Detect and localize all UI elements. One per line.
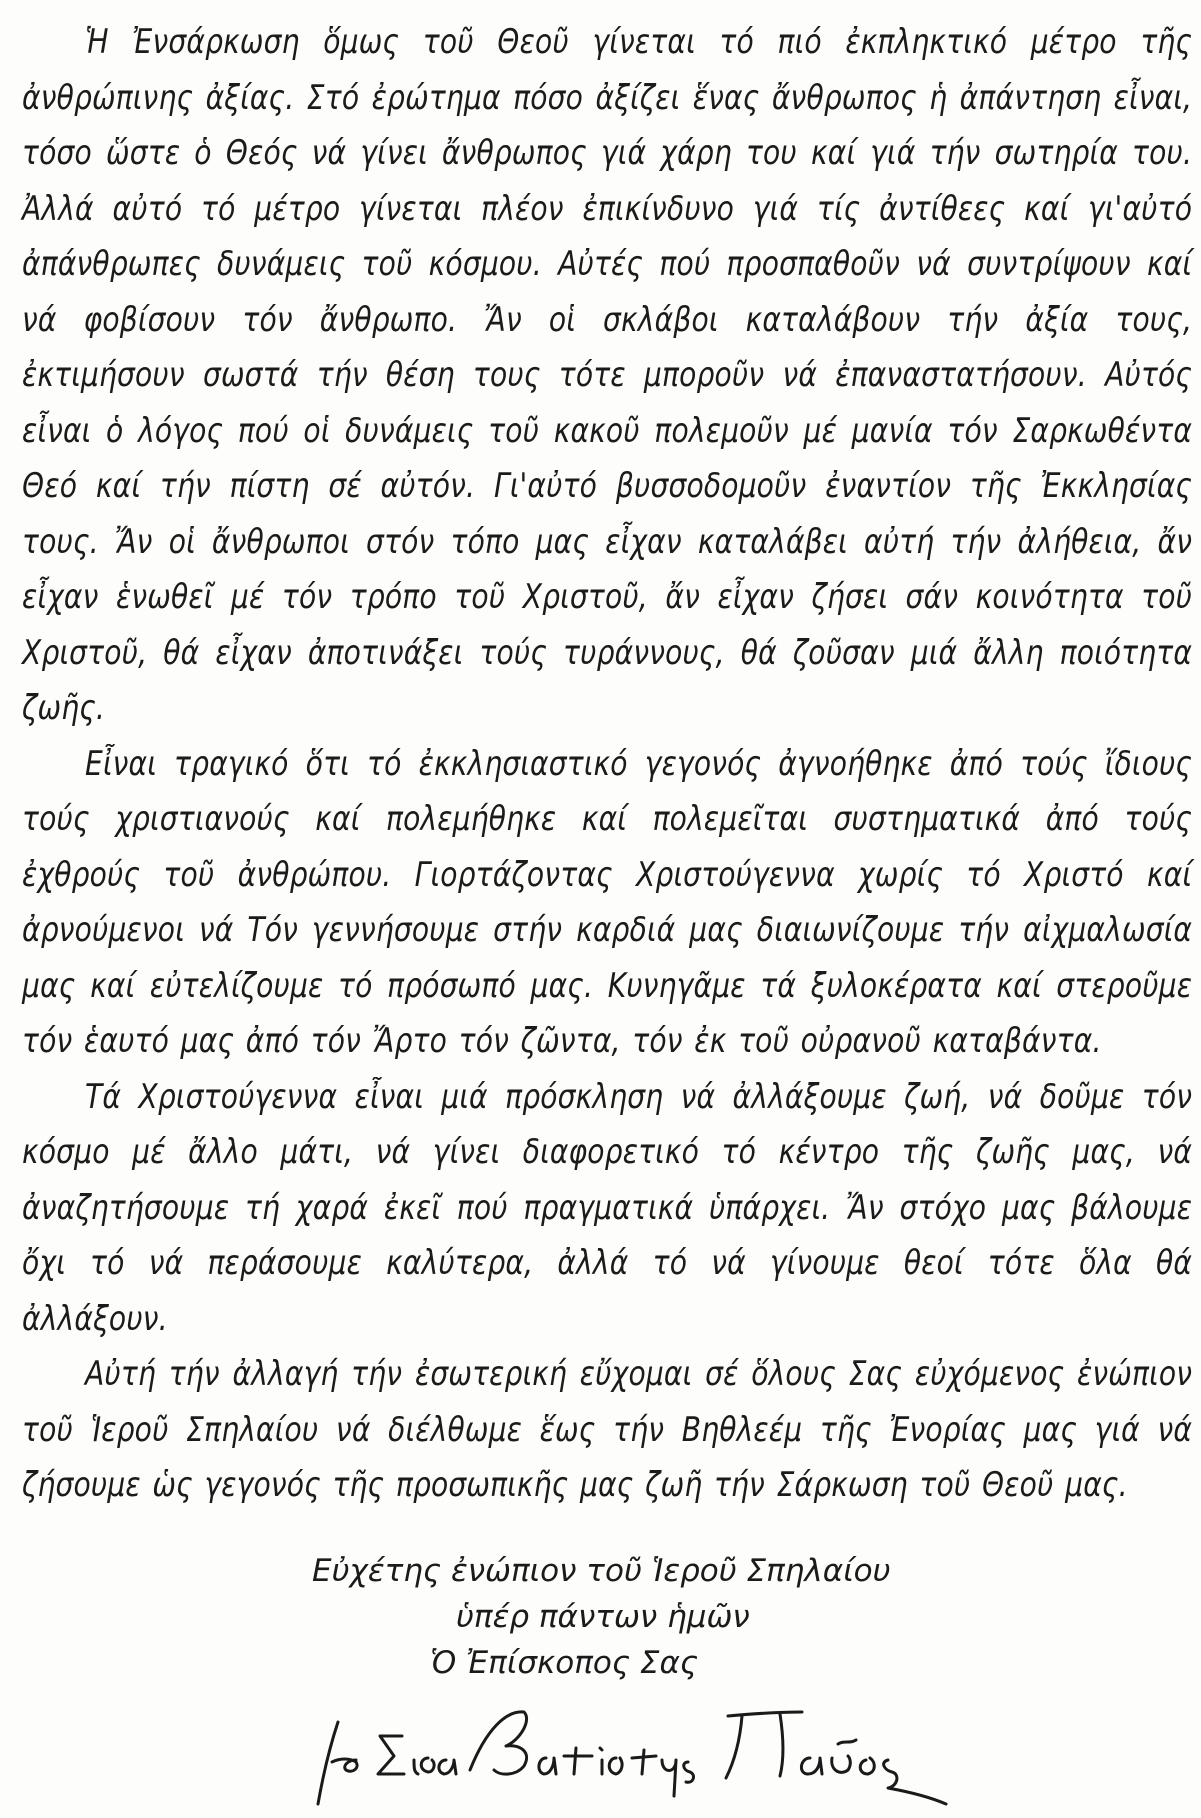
paragraph-3: Τά Χριστούγεννα εἶναι μιά πρόσκληση νά ἀλλάξουμε ζωή, νά δοῦμε τόν κόσμο μέ ἄλλο μάτι, νά γίνει διαφορετικό τό κέντρο τῆς ζωῆς μας, νά ἀναζητήσουμε τή χαρά ἐκεῖ πού πραγματικά ὑπάρχει. Ἄν στόχο μας βάλουμε ὄχι τό νά περάσουμε καλύτερα, ἀλλά τό νά γίνουμε θεοί τότε ὅλα θά ἀλλάξουν.	[22, 1076, 1193, 1338]
closing-line-3: Ὁ Ἐπίσκοπος Σας	[430, 1645, 699, 1681]
letter-body	[22, 14, 1192, 1513]
handwritten-signature	[310, 1700, 950, 1810]
closing-line-2: ὑπέρ πάντων ἡμῶν	[456, 1599, 750, 1635]
closing-line-1: Εὐχέτης ἐνώπιον τοῦ Ἱεροῦ Σπηλαίου	[312, 1553, 891, 1589]
signature-drawing	[310, 1700, 950, 1810]
paragraph-2: Εἶναι τραγικό ὅτι τό ἐκκλησιαστικό γεγονός ἀγνοήθηκε ἀπό τούς ἴδιους τούς χριστιανούς καί πολεμήθηκε καί πολεμεῖται συστηματικά ἀπό τούς ἐχθρούς τοῦ ἀνθρώπου. Γιορτάζοντας Χριστούγεννα χωρίς τό Χριστό καί ἀρνούμενοι νά Τόν γεννήσουμε στήν καρδιά μας διαιωνίζουμε τήν αἰχμαλωσία μας καί εὐτελίζουμε τό πρόσωπό μας. Κυνηγᾶμε τά ξυλοκέρατα καί στεροῦμε τόν ἑαυτό μας ἀπό τόν Ἄρτο τόν ζῶντα, τόν ἐκ τοῦ οὐρανοῦ καταβάντα.	[22, 743, 1193, 1060]
paragraph-4: Αὐτή τήν ἀλλαγή τήν ἐσωτερική εὔχομαι σέ ὅλους Σας εὐχόμενος ἐνώπιον τοῦ Ἱεροῦ Σπηλαίου νά διέλθωμε ἕως τήν Βηθλεέμ τῆς Ἐνορίας μας γιά νά ζήσουμε ὡς γεγονός τῆς προσωπικῆς μας ζωῆ τήν Σάρκωση τοῦ Θεοῦ μας.	[22, 1354, 1193, 1504]
closing-block	[0, 1548, 1201, 1686]
paragraph-1: Ἡ Ἐνσάρκωση ὅμως τοῦ Θεοῦ γίνεται τό πιό ἐκπληκτικό μέτρο τῆς ἀνθρώπινης ἀξίας. Στό ἐρώτημα πόσο ἀξίζει ἕνας ἄνθρωπος ἡ ἀπάντηση εἶναι, τόσο ὥστε ὁ Θεός νά γίνει ἄνθρωπος γιά χάρη του καί γιά τήν σωτηρία του. Ἀλλά αὐτό τό μέτρο γίνεται πλέον ἐπικίνδυνο γιά τίς ἀντίθεες καί γι'αὐτό ἀπάνθρωπες δυνάμεις τοῦ κόσμου. Αὐτές πού προσπαθοῦν νά συντρίψουν καί νά φοβίσουν τόν ἄνθρωπο. Ἄν οἱ σκλάβοι καταλάβουν τήν ἀξία τους, ἐκτιμήσουν σωστά τήν θέση τους τότε μποροῦν νά ἐπαναστατήσουν. Αὐτός εἶναι ὁ λόγος πού οἱ δυνάμεις τοῦ κακοῦ πολεμοῦν μέ μανία τόν Σαρκωθέντα Θεό καί τήν πίστη σέ αὐτόν. Γι'αὐτό βυσσοδομοῦν ἐναντίον τῆς Ἐκκλησίας τους. Ἄν οἱ ἄνθρωποι στόν τόπο μας εἶχαν καταλάβει αὐτή τήν ἀλήθεια, ἄν εἶχαν ἑνωθεῖ μέ τόν τρόπο τοῦ Χριστοῦ, ἄν εἶχαν ζήσει σάν κοινότητα τοῦ Χριστοῦ, θά εἶχαν ἀποτινάξει τούς τυράννους, θά ζοῦσαν μιά ἄλλη ποιότητα ζωῆς.	[22, 22, 1193, 727]
